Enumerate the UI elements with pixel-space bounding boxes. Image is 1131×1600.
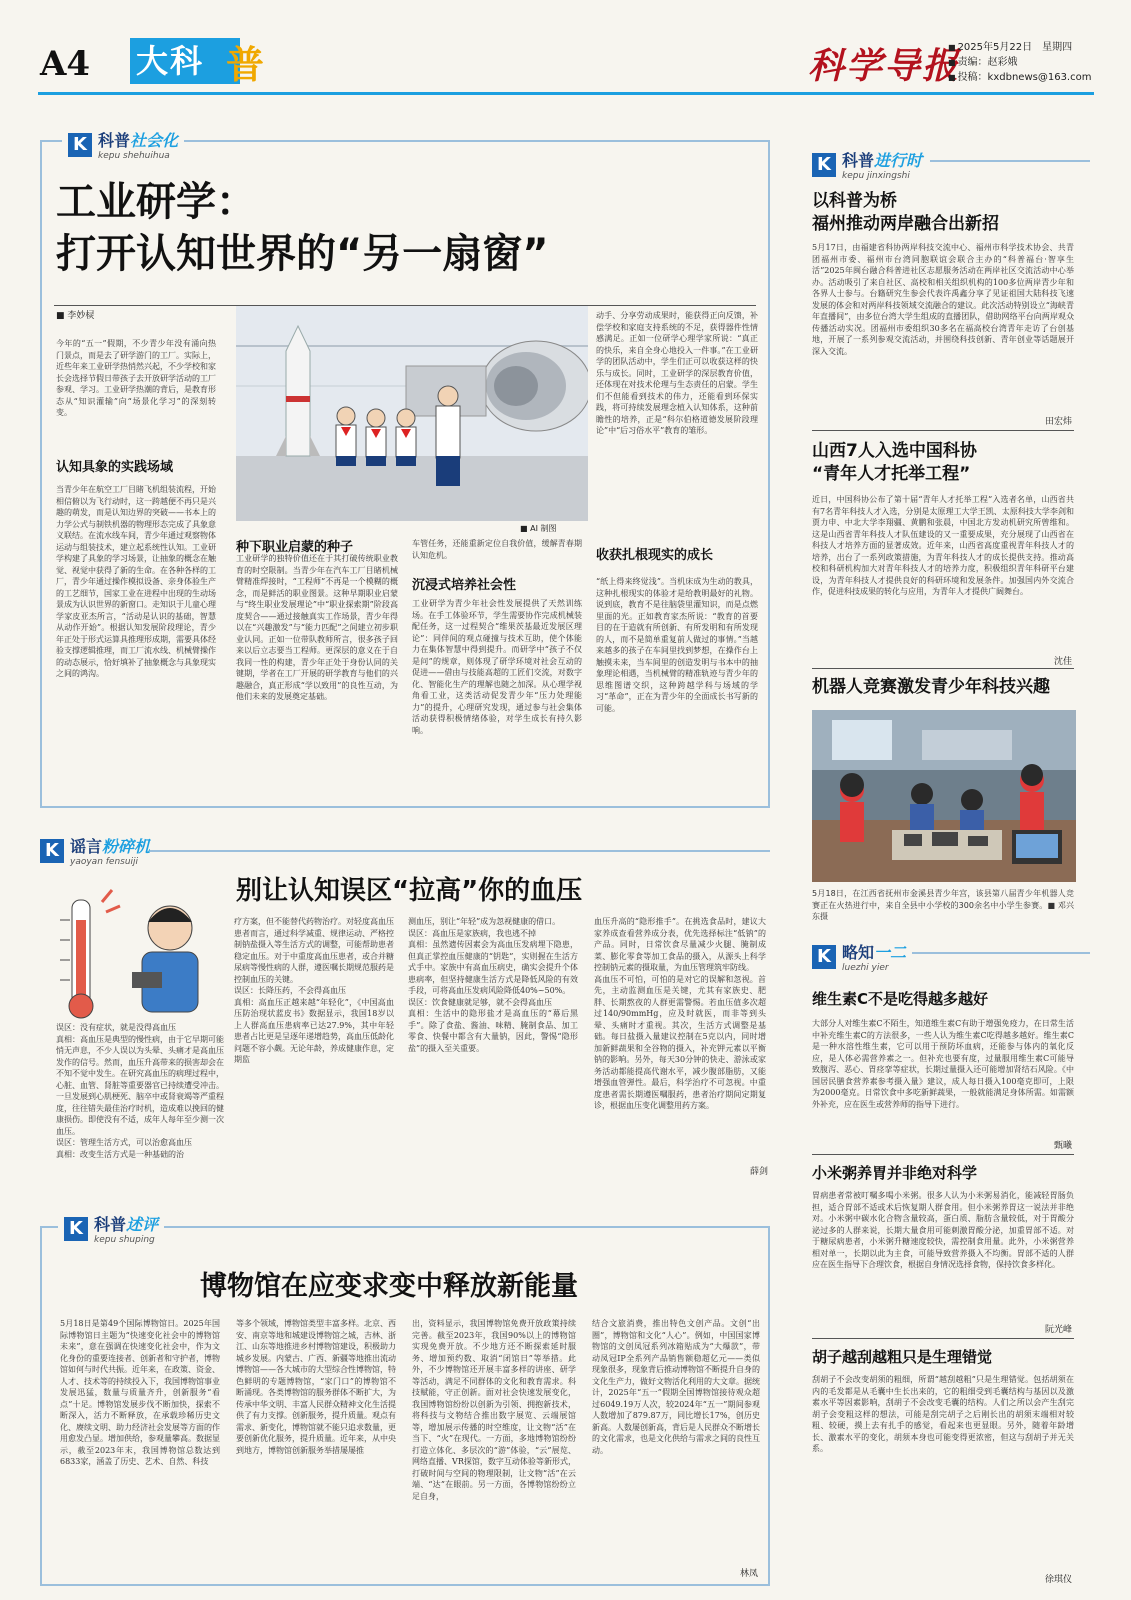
side-s2-title: 山西7人入选中国科协 “青年人才托举工程” [812,441,977,484]
feature-subhead-3: 沉浸式培养社会性 [412,578,517,593]
section-title-main: 大科 [130,38,240,84]
submission-email: ■ 投稿：kxdbnews@163.com [948,70,1091,85]
review-tag-pinyin: kepu shuping [94,1235,155,1245]
side-tag-1-pinyin: kepu jinxingshi [842,171,910,181]
millet-author: 阮光峰 [1044,1325,1072,1335]
rumor-col3-body: 测血压，别让“年轻”成为忽视健康的借口。 误区：高血压是家族病，我也逃不掉 真相：虽然遗传因素会为高血压发病埋下隐患，但真正掌控血压健康的“钥匙”，实则握在生活方式手中。家族中有高血压病史，确实会提升个体患病率，但坚持健康生活方式是降低风险的有效手段，可将高血压发病风险降低40%~50%。 误区：饮食健康就足够，就不会得高血压 真相：生活中的隐形盐才是高血压的“幕后黑手”。除了食盐、酱油、味精、腌制食品、加工零食、快餐中都含有大量钠，因此，警惕“隐形盐”的摄入至关重要。 [408,917,578,1053]
side-s1-title: 以科普为桥 福州推动两岸融合出新招 [812,191,999,234]
feature-col1-body: 当青少年在航空工厂目睹飞机组装流程，开始相信俯以为飞行动时，这一跨越便不再只是兴趣的萌发，而是认知边界的突破——书本上的力学公式与制铁机器的物理形态完成了具象意义联结。在流水线车间，青少年通过观察物体运动与组装技术，建立起系统性认知。工业研学构建了具象的学习场景，让抽象的概念在触觉、视觉中获得了新的生命。在各种各样的工厂，青少年通过操作模拟设备、亲身体验生产的工艺细节，国家工业在进程中出现的生动场景成为认识世界的新窗口。走知识于儿童心理学家皮亚杰所言，“活动是认识的基础，智慧从动作开始”。根据认知发展阶段理论，青少年正处于形式运算具推理形成期，需要具体经验支撑逻辑推理，而工厂流水线、机械臂操作的动态展示，恰好填补了抽象概念与具象现实之间的鸿沟。 [56,485,216,678]
review-col2-body: 等多个领域，博物馆类型丰富多样。北京、西安、南京等地和城建设博物馆之城，吉林、浙江、山东等地推进乡村博物馆建设，积极助力城乡发展。内蒙古、广西、新疆等地推出流动博物馆——各大城市的大型综合性博物馆，特色鲜明的专题博物馆，“家门口”的博物馆不断涌现。各类博物馆的服务群体不断扩大，为传承中华文明、丰富人民群众精神文化生活提供了有力支撑。创新服务，提升质量。观点有需求、新变化，博物馆就不能只追求数量，更要创新优化服务，提升质量。近年来，从中央到地方，博物馆创新服务举措屡屡推 [236,1319,396,1455]
editor-credit: ■ 责编：赵彩娥 [948,55,1091,70]
rumor-illustration [42,880,230,1020]
side-tag-4: K 略知一二 luezhi yier [812,940,906,973]
page-number: A4 [40,44,91,84]
rumor-tag-pinyin: yaoyan fensuiji [70,857,139,867]
robot-photo-caption: 5月18日，在江西省抚州市金溪县青少年宫，该县第八届青少年机器人竞赛正在火热进行中，来自全县中小学校的300余名中小学生参赛。■ 邓兴东摄 [812,889,1074,921]
review-col4-body: 结合文旅消费，推出特色文创产品。文创“出圈”，博物馆和文化“人心”。例如，中国国家博物馆的文创凤冠系列冰箱贴成为“大爆款”，带动凤冠IP全系列产品销售额稳超亿元——类似现象很多，现象背后推动博物馆不断提升自身的文化生产力，做好文物活化利用的大文章。据统计，2025年“五一”假期全国博物馆接待观众超过6049.19万人次，较2024年“五一”期间参观人数增加了879.87万，同比增长17%，创历史新高。人数屡创新高，背后是人民群众不断增长的文化需求，也是文化供给与需求之间的良性互动。 [592,1319,760,1455]
k-badge-icon: K [64,1217,88,1241]
review-author: 林凤 [739,1569,758,1579]
review-tag: K 科普述评 kepu shuping [58,1212,164,1245]
feature-title-line2: 打开认知世界的“另一扇窗” [56,231,549,277]
issue-date: ■ 2025年5月22日 星期四 [948,40,1091,55]
side-s1-body: 5月17日，由福建省科协两岸科技交流中心、福州市科学技术协会、共青团福州市委、福州市台湾同胞联谊会联合主办的“科普福台·智享生活”2025年闽台融合科普进社区志愿服务活动在两岸社区交流活动中心举办。活动吸引了来自社区、高校和相关组织机构的100多位两岸青少年和各界人士参与。台籍研究生参会代表许禹鑫分享了见证祖国大陆科技飞速发展的体会和对两岸科技领域交流融合的建议。此次活动特别设立“海峡青年直播间”，由多位台湾大学生组成的直播团队，借助网络平台向两岸观众传播活动实况。团福州市委组织30多名在福高校台湾青年走访了台创基地，开展了一系列参观交流活动，并围绕科技创新、青年创业等话题展开深入交流。 [812,243,1074,356]
side-s1-author: 田宏炜 [1044,417,1072,427]
millet-body: 胃病患者常被叮嘱多喝小米粥。很多人认为小米粥易消化，能减轻胃肠负担，适合胃部不适或术后恢复期人群食用。但小米粥养胃这一说法并非绝对。小米粥中碳水化合物含量较高，蛋白质、脂肪含量较低，对于胃酸分泌过多的人群来说，长期大量食用可能刺激胃酸分泌，加重胃部不适。对于糖尿病患者，小米粥升糖速度较快，需控制食用量。此外，小米粥营养相对单一，长期以此为主食，可能导致营养摄入不均衡。胃部不适的人群应在医生指导下合理饮食，根据自身情况选择食物，保持饮食多样化。 [812,1191,1074,1269]
k-badge-icon: K [40,839,64,863]
robot-photo [812,710,1076,882]
section-title [130,34,280,88]
beard-title: 胡子越刮越粗只是生理错觉 [812,1348,993,1366]
feature-illustration [236,306,588,521]
feature-col4-intro: 动手、分享劳动成果时，能获得正向反馈，补偿学校和家庭支持系统的不足，获得器件性情感满足。正如一位研学心理学家所说：“真正的快乐，来自全身心地投入一件事。”在工业研学的团队活动中，学生们正可以收获这样的快乐与成长。同时，工业研学的深层教育价值，还体现在对技术伦理与生态责任的启蒙。学生们不但能看到技术的伟力，还能看到环保实践，将可持续发展理念植入认知体系，这种前瞻性的培养，正是“科尔伯格道德发展阶段理论”中“后习俗水平”教育的雏形。 [596,311,758,435]
feature-author: ■ 李妙棂 [56,311,95,321]
rumor-col2-body: 疗方案，但不能替代药物治疗。对轻度高血压患者而言，通过科学减重、规律运动、严格控制钠盐摄入等生活方式的调整，可能帮助患者稳定血压。对于中重度高血压患者，或合并糖尿病等慢性病的人群，遵医嘱长期规范服药是控制血压的关键。 误区：长降压药，不会得高血压 真相：高血压正越来越“年轻化”，《中国高血压防治现状蓝皮书》数据显示，我国18岁以上人群高血压患病率已达27.9%，其中年轻患者占比更是呈逐年递增趋势，高血压低龄化问题不容小觑。无论年龄，养成健康作息，定期监 [234,917,394,1064]
feature-tag-pinyin: kepu shehuihua [98,151,170,161]
beard-author: 徐琪仪 [1044,1575,1072,1585]
vitamin-c-title: 维生素C不是吃得越多越好 [812,990,989,1008]
feature-tag: K 科普社会化 kepu shehuihua [62,128,184,161]
feature-col1-intro: 今年的“五一”假期，不少青少年没有涌向热门景点，而是去了研学游门的工厂。实际上，近些年来工业研学热悄然兴起，不少学校和家长会选择节假日带孩子去开放研学活动的工厂参观、学习。工业研学热潮的背后，是教育形态从“知识灌输”向“场景化学习”的深刻转变。 [56,339,216,417]
k-badge-icon: K [812,153,836,177]
feature-subhead-2: 种下职业启蒙的种子 [236,540,354,555]
feature-subhead-4: 收获扎根现实的成长 [596,548,714,563]
review-col3-body: 出，资料显示，我国博物馆免费开放政策持续完善。截至2023年，我国90%以上的博物馆实现免费开放。不少地方还不断探索延时服务、增加预约数、取消“闭馆日”等举措。此外，不少博物馆还开展丰富多样的讲座、研学等活动，满足不同群体的文化和教育需求。科技赋能，守正创新。面对社会快速发展变化，我国博物馆纷纷以创新为引领、拥抱新技术，将科技与文物结合推出数字展览、云端展馆等，增加展示传播的时空维度，让文物“活”在当下、“火”在现代。一方面，多地博物馆纷纷打造立体化、多层次的“游”体验，“云”展览、网络直播、VR探馆，数字互动体验等新形式，打破时间与空间的物理限制，让文物“活”在云端、“达”在眼前。另一方面，各博物馆纷纷立足自身， [412,1319,576,1501]
review-col1-body: 5月18日是第49个国际博物馆日。2025年国际博物馆日主题为“快速变化社会中的博物馆未来”，意在强调在快速变化社会中，作为文化身份的重要连接者、创新者和守护者，博物馆如何与时代共振。近年来，在政策、资金、人才、技术等的持续投入下，我国博物馆事业发展迅猛，数量与质量齐升，创新服务“看点”十足。博物馆发展步伐不断加快，探索不断深入，活力不断释放，在承载珍稀历史文化、赓续文明、助力经济社会发展等方面的作用愈发凸显。增加供给，参观量攀高。数据显示，截至2023年末，我国博物馆总数达到6833家，涵盖了历史、艺术、自然、科技 [60,1319,220,1466]
masthead-meta [948,40,1091,85]
rumor-title: 别让认知误区“拉高”你的血压 [236,876,583,906]
rumor-author: 薛剑 [749,1167,768,1177]
k-badge-icon: K [812,945,836,969]
image-credit: ■ AI 制图 [520,524,557,533]
side-s2-author: 沈佳 [1053,657,1072,667]
feature-title [56,176,549,280]
side-tag-1: K 科普进行时 kepu jinxingshi [812,148,922,181]
newspaper-logo: 科学导报 [808,45,961,87]
side-s2-body: 近日，中国科协公布了第十届“青年人才托举工程”入选者名单，山西省共有7名青年科技人才入选，分别是太原理工大学王凯、太原科技大学李剑和贾力申、中北大学李翔疆、黄鹏和张晨，中国北方发动机研究所曾维和。这是山西省青年科技人才队伍建设的又一重要成果，充分展现了山西省在科技人才培养方面的显著成效。近年来，山西省高度重视青年科技人才的培养，出台了一系列政策措施，为青年科技人才的成长提供支持。推动高校和科研机构加大对青年科技人才的培养力度，积极组织青年科研平台建设，为青年科技人才提供良好的科研环境和发展条件。加强国内外交流合作，促进科技成果的转化与应用，为青年人才提供广阔舞台。 [812,495,1074,596]
feature-col2-body: 工业研学的独特价值还在于其打破传统职业教育的时空限制。当青少年在汽车工厂目睹机械臂精准焊接时，“工程师”不再是一个模糊的概念，而是鲜活的职业图景。这种早期职业启蒙与“终生职业发展理论”中“职业探索期”阶段高度契合——通过接触真实工作场景，青少年得以在“兴趣激发”与“能力匹配”之间建立初步职业认同。正如一位带队教师所言，很多孩子回来以后立志要当工程师。更深层的意义在于自我同一性的构建，青少年正处于身份认同的关键期，学者在工厂开展的研学教育与他们的兴趣融合，真正形成“学以致用”的良性互动，为他们未来的发展奠定基础。 [236,554,398,701]
side-tag-4-pinyin: luezhi yier [842,963,889,973]
feature-col3-top: 车管任务，还能重新定位自我价值，缓解青春期认知危机。 [412,539,582,560]
review-title: 博物馆在应变求变中释放新能量 [200,1271,578,1302]
vitamin-c-author: 甄曦 [1053,1141,1072,1151]
rumor-col4-body: 血压升高的“隐形推手”。在挑选食品时，建议大家养成查看营养成分表，优先选择标注“低钠”的产品。同时，日常饮食尽量减少火腿、腌制成菜、膨化零食等加工食品的摄入，从源头上科学控制钠元素的摄取量，为血压管理筑牢防线。 高血压不可怕，可怕的是对它的误解和忽视。首先，主动监测血压是关键，尤其有家族史、肥胖、长期熬夜的人群更需警惕。若血压值多次超过140/90mmHg，应及时就医，而非等到头晕、头痛时才重视。其次，生活方式调整是基础。每日盐摄入量建议控制在5克以内，同时增加新鲜蔬果和全谷物的摄入，补充钾元素以平衡钠的影响。另外，每天30分钟的快走、游泳或家务活动都能提高代谢水平，减少腹部脂肪，又能增强血管弹性。最后，科学治疗不可忽视。中重度患者需长期遵医嘱服药，患者治疗期间定期复诊，根据血压变化调整用药方案。 [594,917,766,1110]
feature-title-line1: 工业研学： [56,179,256,225]
k-badge-icon: K [68,133,92,157]
beard-body: 刮胡子不会改变胡须的粗细，所谓“越刮越粗”只是生理错觉。包括胡须在内的毛发都是从毛囊中生长出来的，它的粗细受到毛囊结构与基因以及激素水平等因素影响，刮胡子不会改变毛囊的结构。人们之所以会产生刮完胡子会变粗这样的想法，可能是刮完胡子之后刚长出的胡须末端相对较粗、较硬，摸上去有扎手的感觉，看起来也更显眼。另外，随着年龄增长、激素水平的变化，胡须本身也可能变得更浓密，但这与刮胡子并无关系。 [812,1375,1074,1453]
millet-title: 小米粥养胃并非绝对科学 [812,1164,978,1182]
rumor-col1-body: 误区：没有症状，就是没得高血压 真相：高血压是典型的慢性病，由于它早期可能悄无声息，不少人误以为头晕、头痛才是高血压发作的信号。然而，血压升高带来的损害却会在不知不觉中发生。在研究高血压的病理过程中，心脏、血管、肾脏等重要器官已持续遭受冲击。一旦发展到心肌梗死、脑卒中或肾衰竭等严重程度，往往错失最佳治疗时机，造成难以挽回的健康损伤。即使没有不适，成年人每年至少测一次血压。 误区：管理生活方式，可以治愈高血压 真相：改变生活方式是一种基础的治 [56,1023,224,1159]
feature-col4-body: “纸上得来终觉浅”。当机床成为生动的教具，这种扎根现实的体验才是给教明最好的礼物。说到底，教育不是往脑袋里灌知识，而是点燃里面的光。正如教育家杰所说：“教育的首要目的在于造就有所创新、有所发明和有所发现的人，而不是简单重复前人做过的事情。”当越来越多的孩子在车间里找到梦想，在操作台上触摸未来，当车间里的创造发明与书本中的抽象理论相遇，当机械臂的精准轨迹与青少年的思维图谱交织，这种跨越学科与场域的学习“革命”，正在为青少年的全面成长书写新的可能。 [596,577,758,713]
section-title-accent: 普 [226,42,265,87]
vitamin-c-body: 大部分人对维生素C不陌生，知道维生素C有助于增强免疫力，在日常生活中补充维生素C的方法很多，一些人认为维生素C吃得越多越好。维生素C是一种水溶性维生素，它可以用于预防坏血病，还能参与体内的氧化反应，是人体必需营养素之一。但补充也要有度，过量服用维生素C可能导致腹泻、恶心、胃痉挛等症状，长期过量摄入还可能增加肾结石风险。《中国居民膳食营养素参考摄入量》建议，成人每日摄入100毫克即可，上限为2000毫克。日常饮食中多吃新鲜蔬果，一般就能满足身体所需。如需额外补充，应在医生或营养师的指导下进行。 [812,1019,1074,1109]
masthead-rule [38,92,1094,95]
feature-col3-body: 工业研学为青少年社会性发展提供了天然训练场。在手工体验环节，学生需要协作完成机械装配任务，这一过程契合“维果茨基最近发展区理论”：同伴间的观点碰撞与技术互助，使个体能力在集体智慧中得到提升。而研学中“孩子不仅是问”的规章，则体现了研学环境对社会互动的促进——借由与技能高超的工匠们交流，对数字化、智能化生产的理解也随之加深。从心理学视角看工业，这类活动促发青少年“压力处理能力”的提升，心理研究发现，通过参与社会集体活动获得积极情绪体验，对学生成长有持久影响。 [412,599,582,735]
side-s3-title: 机器人竞赛激发青少年科技兴趣 [812,677,1050,697]
rumor-tag: K 谣言粉碎机 yaoyan fensuiji [40,834,150,867]
feature-subhead-1: 认知具象的实践场域 [56,460,174,475]
